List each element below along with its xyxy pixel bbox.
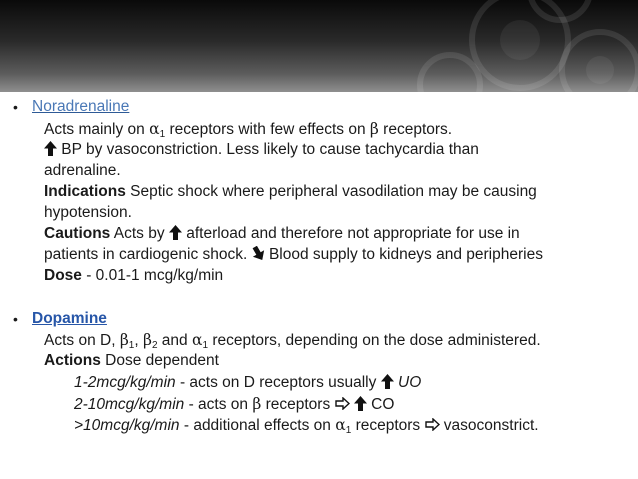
gear-pattern-decoration: [0, 0, 638, 92]
noradrenaline-title: Noradrenaline: [32, 98, 130, 115]
dopamine-title: Dopamine: [32, 310, 107, 327]
up-arrow-icon: [169, 225, 182, 240]
right-arrow-icon: [425, 418, 440, 431]
dopamine-dose-high: >10mcg/kg/min - additional effects on $\alpha_1$ receptors vasoconstrict.: [74, 416, 539, 436]
noradrenaline-cautions-cont: patients in cardiogenic shock. Blood supply to kidneys and peripheries: [44, 245, 543, 265]
up-arrow-icon: [381, 374, 394, 389]
noradrenaline-heading: [32, 97, 129, 117]
noradrenaline-indications: Indications Septic shock where peripheral vasodilation may be causing: [44, 183, 537, 200]
bullet: •: [13, 99, 18, 115]
noradrenaline-bp-line: BP by vasoconstriction. Less likely to cause tachycardia than: [44, 140, 479, 160]
up-arrow-icon: [354, 396, 367, 411]
noradrenaline-receptor-line: Acts mainly on $\alpha_1$ receptors with few effects on β receptors.: [44, 120, 453, 140]
bullet: •: [13, 311, 18, 327]
dopamine-dose-mid: 2-10mcg/kg/min - acts on β receptors CO: [74, 395, 395, 413]
noradrenaline-bp-line-cont: adrenaline.: [44, 162, 121, 179]
dopamine-actions: Actions Dose dependent: [44, 352, 219, 369]
dopamine-heading: [32, 309, 107, 329]
down-arrow-icon: [252, 246, 265, 261]
noradrenaline-dose: Dose - 0.01-1 mcg/kg/min: [44, 267, 224, 284]
noradrenaline-cautions: Cautions Acts by afterload and therefore not appropriate for use in: [44, 225, 520, 242]
dopamine-dose-low: 1-2mcg/kg/min - acts on D receptors usually UO: [74, 374, 422, 391]
right-arrow-icon: [335, 397, 350, 410]
up-arrow-icon: [44, 141, 57, 156]
header-banner: [0, 0, 638, 92]
noradrenaline-indications-cont: hypotension.: [44, 204, 132, 221]
dopamine-receptor-line: Acts on D, $\beta_1$, $\beta_2$ and $\alpha_1$ receptors, depending on the dose administered.: [44, 331, 541, 351]
